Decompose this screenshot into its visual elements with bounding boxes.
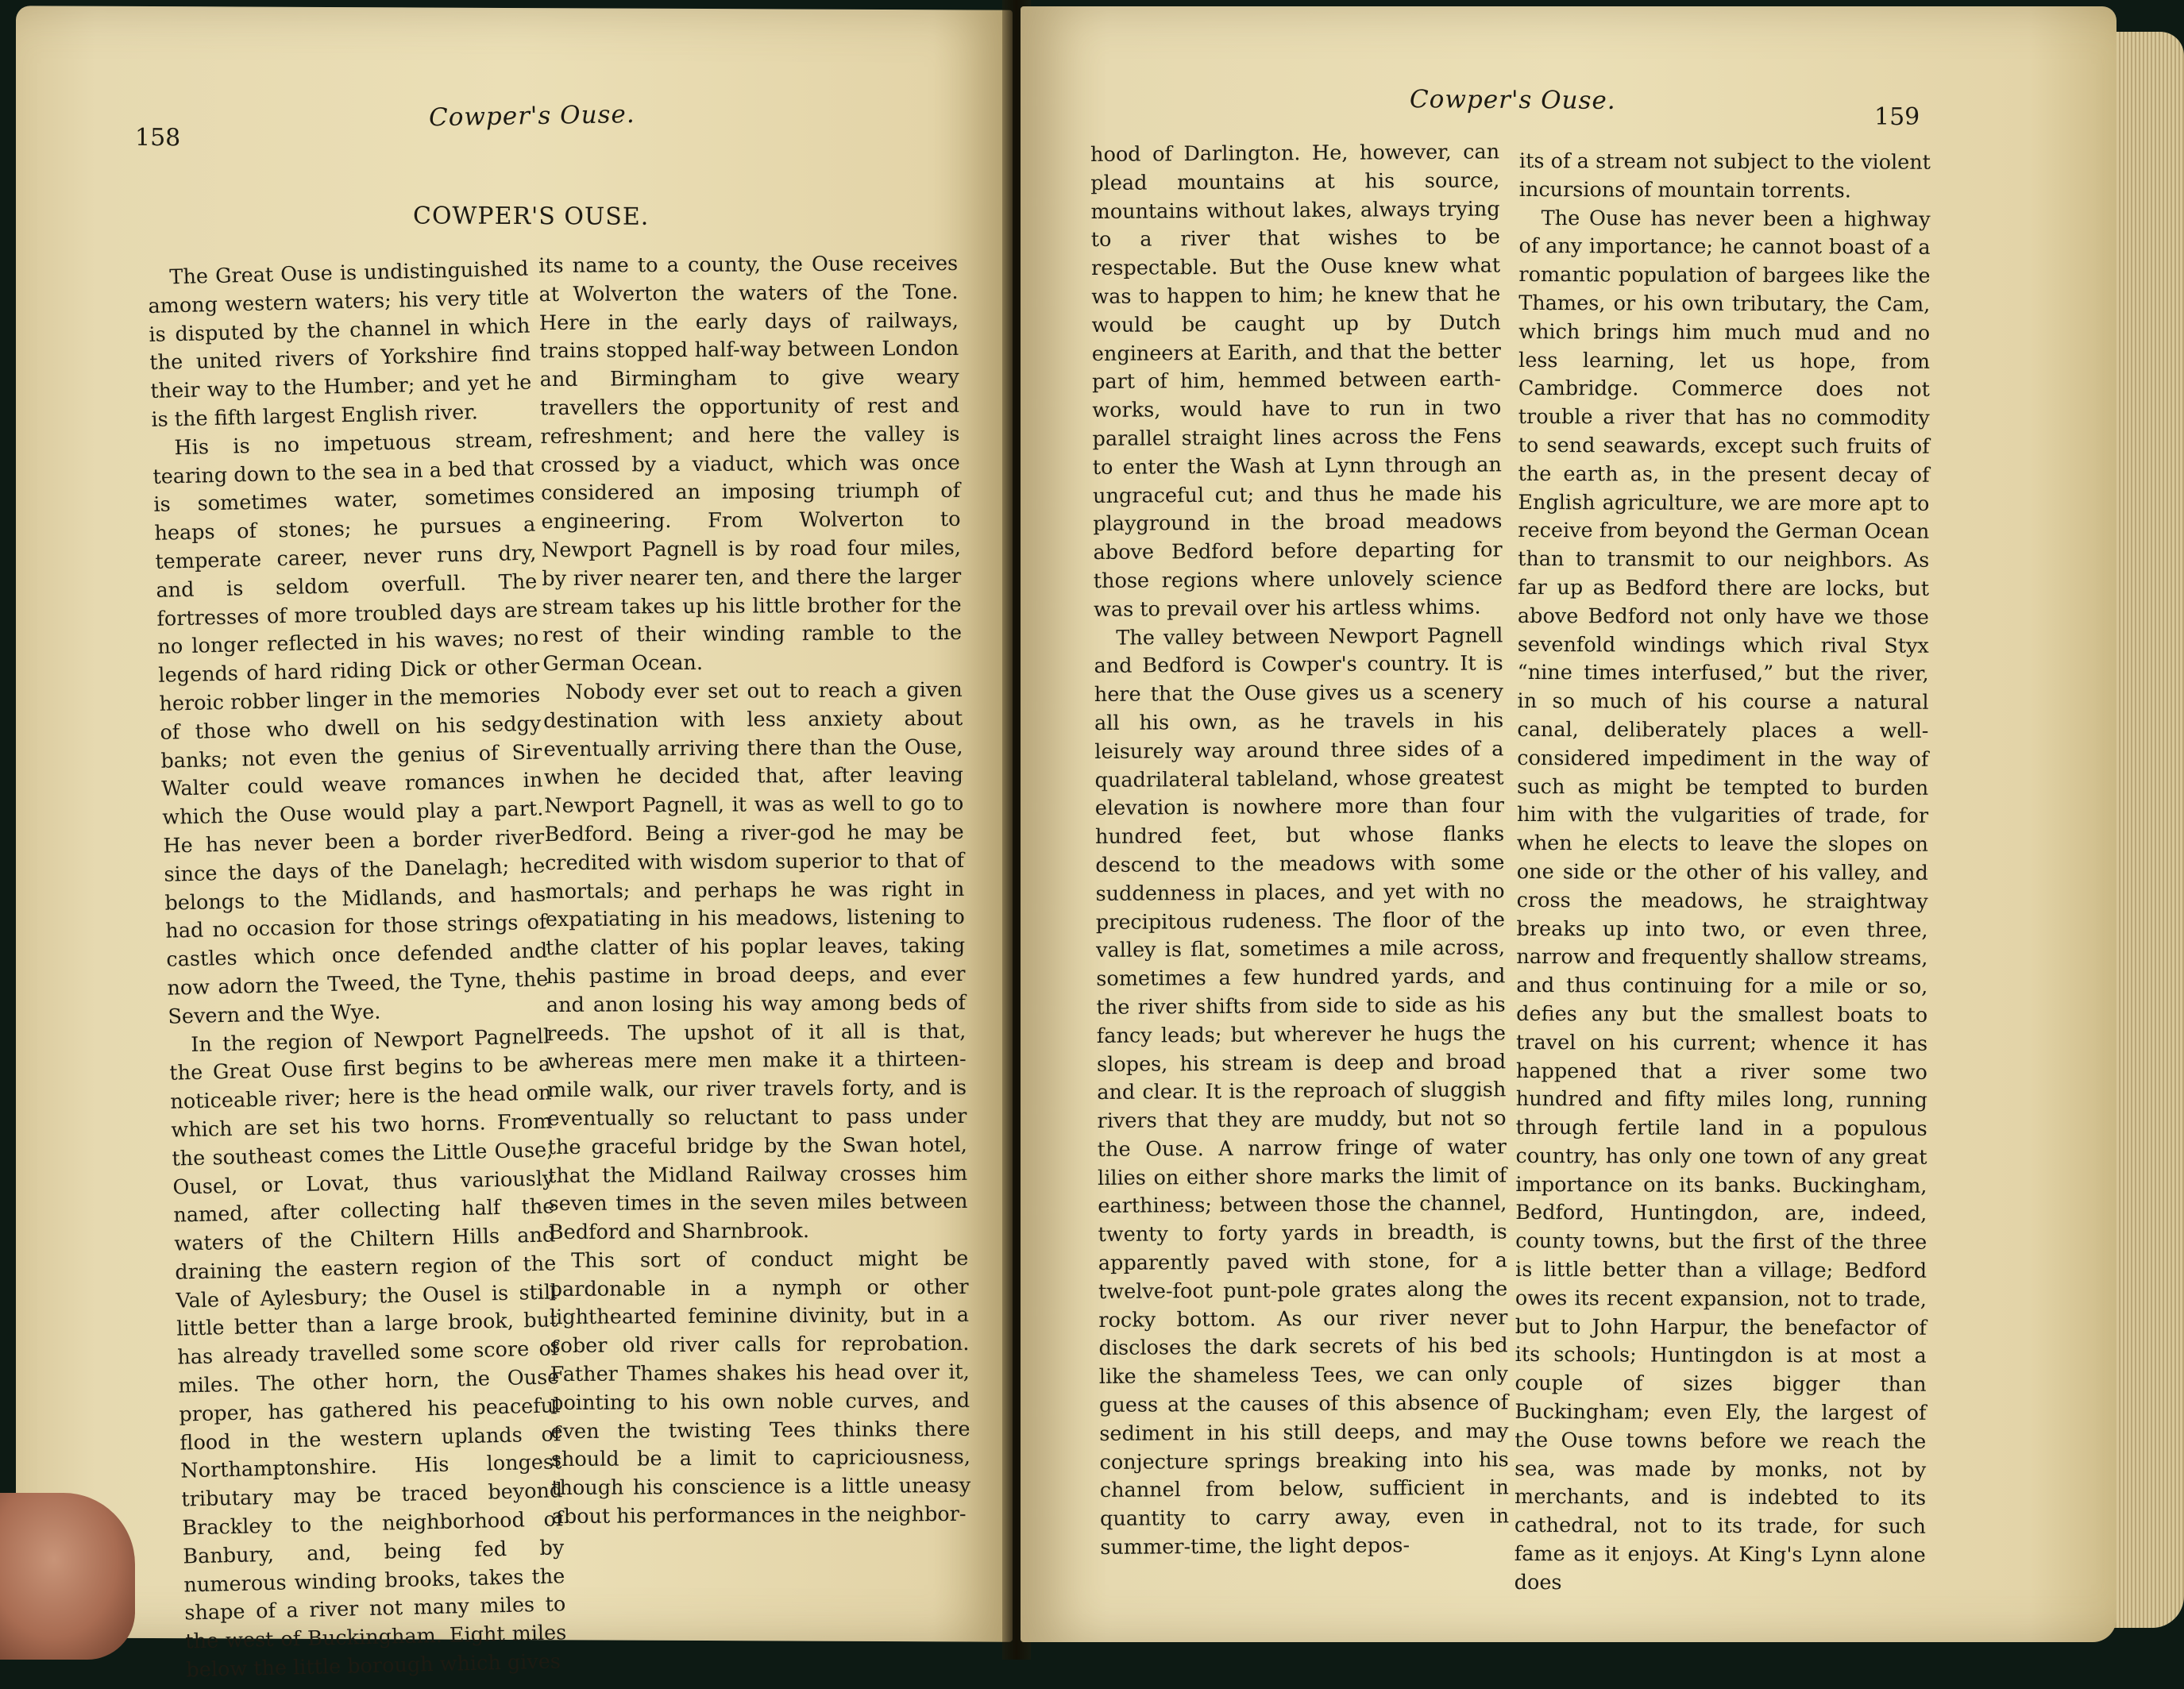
left-page-column-2 [538, 250, 971, 1532]
right-page-column-1 [1090, 138, 1509, 1562]
right-page-number: 159 [1874, 103, 1920, 131]
paragraph: Nobody ever set out to reach a given destination with less anxiety about eventually arriving there than the Ouse, when he decided that, after leaving Newport Pagnell, it was as well to go to Bedford. Being a river-god he may be credited with wisdom superior to that of mortals; and perhaps he was right in expatiating in his meadows, listening to the clatter of his poplar leaves, taking his pastime in broad deeps, and ever and anon losing his way among beds of reeds. The upshot of it all is that, whereas mere men make it a thirteen-mile walk, our river travels forty, and is eventually so reluctant to pass under the graceful bridge by the Swan hotel, that the Midland Railway crosses him seven times in the seven miles between Bedford and Sharnbrook. [543, 677, 968, 1245]
paragraph: This sort of conduct might be pardonable in a nymph or other lighthearted feminine divinity, but in a sober old river calls for reprobation. Father Thames shakes his head over it, pointing to his own noble curves, and even the twisting Tees thinks there should be a limit to capriciousness, though his conscience is a little uneasy about his performances in the neighbor- [549, 1246, 971, 1529]
paragraph: In the region of Newport Pagnell the Great Ouse first begins to be a noticeable river; here is the head on which are set his two horns. From the southeast comes the Little Ouse, Ousel, or Lovat, thus variously named, after collecting half the waters of the Chiltern Hills and draining the eastern region of the Vale of Aylesbury; the Ousel is still little better than a large brook, but has already travelled some score of miles. The other horn, the Ouse proper, has gathered his peaceful flood in the western uplands of Northamptonshire. His longest tributary may be traced beyond Brackley to the neighborhood of Banbury, and, being fed by numerous winding brooks, takes the shape of a river not many miles to the west of Buckingham. Eight miles below the little borough which gives [169, 1024, 567, 1683]
right-running-head: Cowper's Ouse. [1409, 85, 1616, 115]
left-page-column-1 [147, 256, 568, 1686]
paragraph: The Great Ouse is undistinguished among western waters; his very title is disputed by the channel in which the united rivers of Yorkshire find their way to the Humber; and yet he is the fifth largest English river. [148, 256, 532, 432]
paragraph: hood of Darlington. He, however, can plead mountains at his source, mountains without lakes, always trying to a river that wishes to be respectable. But the Ouse knew what was to happen to him; he knew that he would be caught up by Dutch engineers at Earith, and that the better part of him, hemmed between earth-works, would have to run in two parallel straight lines across the Fens to enter the Wash at Lynn through an ungraceful cut; and thus he made his playground in the broad meadows above Bedford before departing for those regions where unlovely science was to prevail over his artless whims. [1090, 140, 1503, 622]
thumb [0, 1493, 135, 1660]
left-page-number: 158 [135, 123, 181, 152]
paragraph: its name to a county, the Ouse receives at Wolverton the waters of the Tone. Here in the early days of railways, trains stopped half-way between London and Birmingham to give weary travellers the opportunity of rest and refreshment; and here the valley is crossed by a viaduct, which was once considered an imposing triumph of engineering. From Wolverton to Newport Pagnell is by road four miles, by river nearer ten, and there the larger stream takes up his little brother for the rest of their winding ramble to the German Ocean. [538, 251, 963, 677]
left-running-head: Cowper's Ouse. [428, 99, 636, 133]
left-page [16, 6, 1013, 1683]
right-page-column-2 [1515, 148, 1931, 1598]
chapter-title: COWPER'S OUSE. [413, 202, 650, 231]
paragraph: His is no impetuous stream, tearing down to the sea in a bed that is sometimes water, sometimes heaps of stones; he pursues a temperate career, never runs dry, and is seldom overfull. The fortresses of more troubled days are no longer reflected in his waves; no legends of hard riding Dick or other heroic robber linger in the memories of those who dwell on his sedgy banks; not even the genius of Sir Walter could weave romances in which the Ouse would play a part. He has never been a border river since the days of the Danelagh; he belongs to the Midlands, and has had no occasion for those strings of castles which once defended and now adorn the Tweed, the Tyne, the Severn and the Wye. [152, 427, 549, 1029]
right-page [1021, 6, 2116, 1642]
paragraph: The valley between Newport Pagnell and Bedford is Cowper's country. It is here that the Ouse gives us a scenery all his own, as he travels in his leisurely way around three sides of a quadrilateral tableland, whose greatest elevation is nowhere more than four hundred feet, but whose flanks descend to the meadows with some suddenness in places, and yet with no precipitous rudeness. The floor of the valley is flat, sometimes a mile across, sometimes a few hundred yards, and the river shifts from side to side as his fancy leads; but wherever he hugs the slopes, his stream is deep and broad and clear. It is the reproach of sluggish rivers that they are muddy, but not so the Ouse. A narrow fringe of water lilies on either shore marks the limit of earthiness; between those the channel, twenty to forty yards in breadth, is apparently paved with stone, for a twelve-foot punt-pole grates along the rocky bottom. As our river never discloses the dark secrets of his bed like the shameless Tees, we can only guess at the causes of this absence of sediment in his still deeps, and may conjecture springs breaking into his channel from below, sufficient in quantity to carry away, even in summer-time, the light depos- [1094, 623, 1510, 1560]
paragraph: The Ouse has never been a highway of any importance; he cannot boast of a romantic population of bargees like the Thames, or his own tributary, the Cam, which brings him much mud and no less learning, let us hope, from Cambridge. Commerce does not trouble a river that has no commodity to send seawards, except such fruits of the earth as, in the present decay of English agriculture, we are more apt to receive from beyond the German Ocean than to transmit to our neighbors. As far up as Bedford there are locks, but above Bedford not only have we those sevenfold windings which rival Styx “nine times interfused,” but the river, in so much of his course a natural canal, deliberately places a well-considered impediment in the way of such as might be tempted to burden him with the vulgarities of trade, for when he elects to leave the slopes on one side or the other of his valley, and cross the meadows, he straightway breaks up into two, or even three, narrow and frequently shallow streams, and thus continuing for a mile or so, defies any but the smallest boats to travel on his current; whence it has happened that a river some two hundred and fifty miles long, running through fertile land in a populous country, has only one town of any great importance on its banks. Buckingham, Bedford, Huntingdon, are, indeed, county towns, but the first of the three is little better than a village; Bedford owes its recent expansion, not to trade, but to John Harpur, the benefactor of its schools; Huntingdon is at most a couple of sizes bigger than Buckingham; even Ely, the largest of the Ouse towns before we reach the sea, was made by monks, not by merchants, and is indebted to its cathedral, not to its trade, for such fame as it enjoys. At King's Lynn alone does [1514, 206, 1931, 1595]
paragraph: its of a stream not subject to the violent incursions of mountain torrents. [1518, 148, 1931, 203]
